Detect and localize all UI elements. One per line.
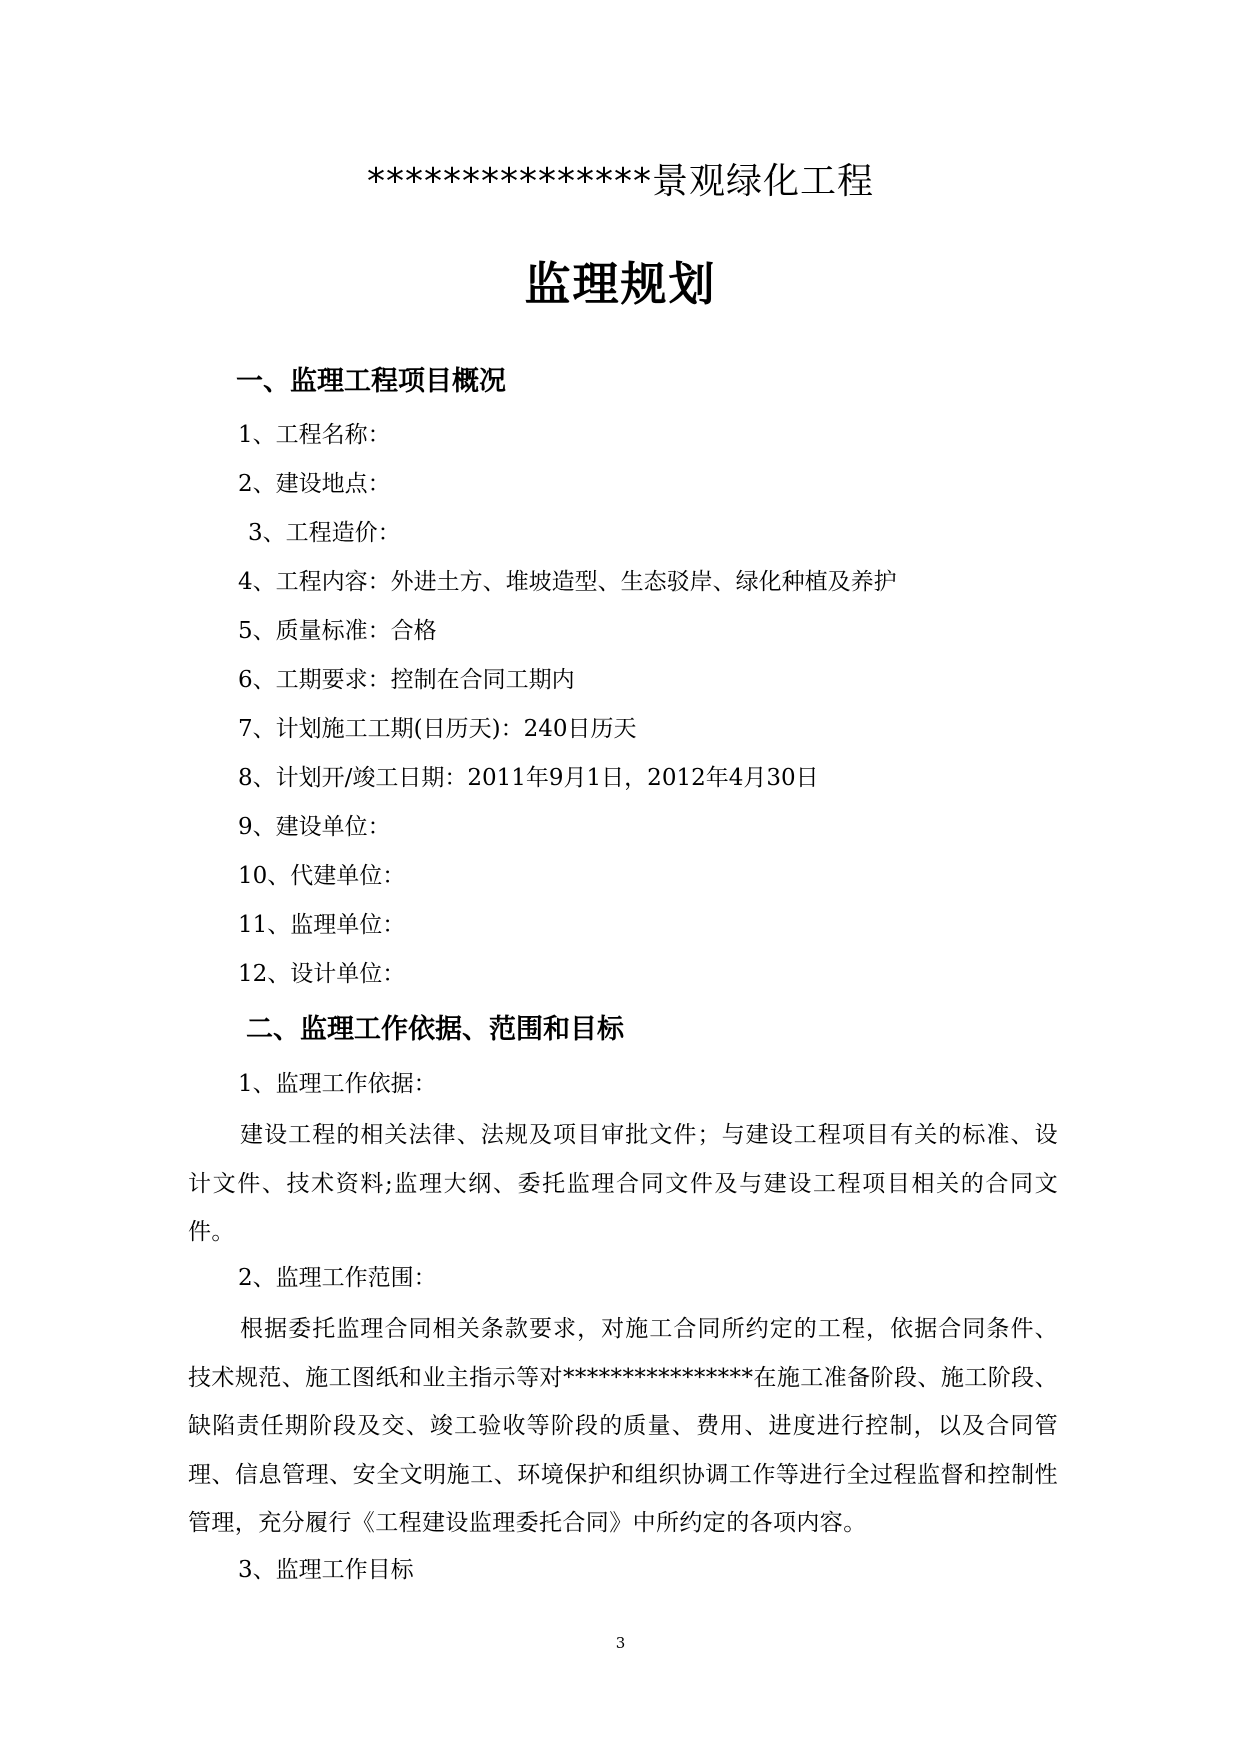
list-item: 4、工程内容：外进土方、堆坡造型、生态驳岸、绿化种植及养护: [238, 569, 897, 595]
list-item: 3、工程造价：: [248, 520, 401, 546]
list-item: 9、建设单位：: [238, 814, 391, 840]
subsection-label-basis: 1、监理工作依据：: [238, 1071, 437, 1097]
subsection-label-scope: 2、监理工作范围：: [238, 1265, 437, 1291]
page-number: 3: [615, 1634, 626, 1652]
list-item: 8、计划开/竣工日期：2011年9月1日，2012年4月30日: [238, 765, 819, 791]
list-item: 5、质量标准：合格: [238, 618, 437, 644]
list-item: 12、设计单位：: [238, 961, 406, 987]
list-item: 6、工期要求：控制在合同工期内: [238, 667, 575, 693]
section-heading-2: 二、监理工作依据、范围和目标: [246, 1014, 624, 1045]
document-title: ***************景观绿化工程: [366, 161, 874, 202]
paragraph-scope: 根据委托监理合同相关条款要求，对施工合同所约定的工程，依据合同条件、技术规范、施工图纸和业主指示等对****************在施工准备阶段、施工阶段、缺陷责任期阶段及交、竣工验收等阶段的质量、费用、进度进行控制，以及合同管理、信息管理、安全文明施工、环境保护和组织协调工作等进行全过程监督和控制性管理，充分履行《工程建设监理委托合同》中所约定的各项内容。: [188, 1316, 1058, 1536]
list-item: 7、计划施工工期(日历天)：240日历天: [238, 716, 637, 742]
list-item: 10、代建单位：: [238, 863, 406, 889]
list-item: 11、监理单位：: [238, 912, 406, 938]
subsection-label-objective: 3、监理工作目标: [238, 1557, 414, 1583]
document-subtitle: 监理规划: [524, 257, 717, 311]
list-item: 2、建设地点：: [238, 471, 391, 497]
section-heading-1: 一、监理工程项目概况: [236, 366, 506, 397]
paragraph-basis: 建设工程的相关法律、法规及项目审批文件；与建设工程项目有关的标准、设计文件、技术资料;监理大纲、委托监理合同文件及与建设工程项目相关的合同文件。: [188, 1122, 1058, 1245]
list-item: 1、工程名称：: [238, 422, 391, 448]
